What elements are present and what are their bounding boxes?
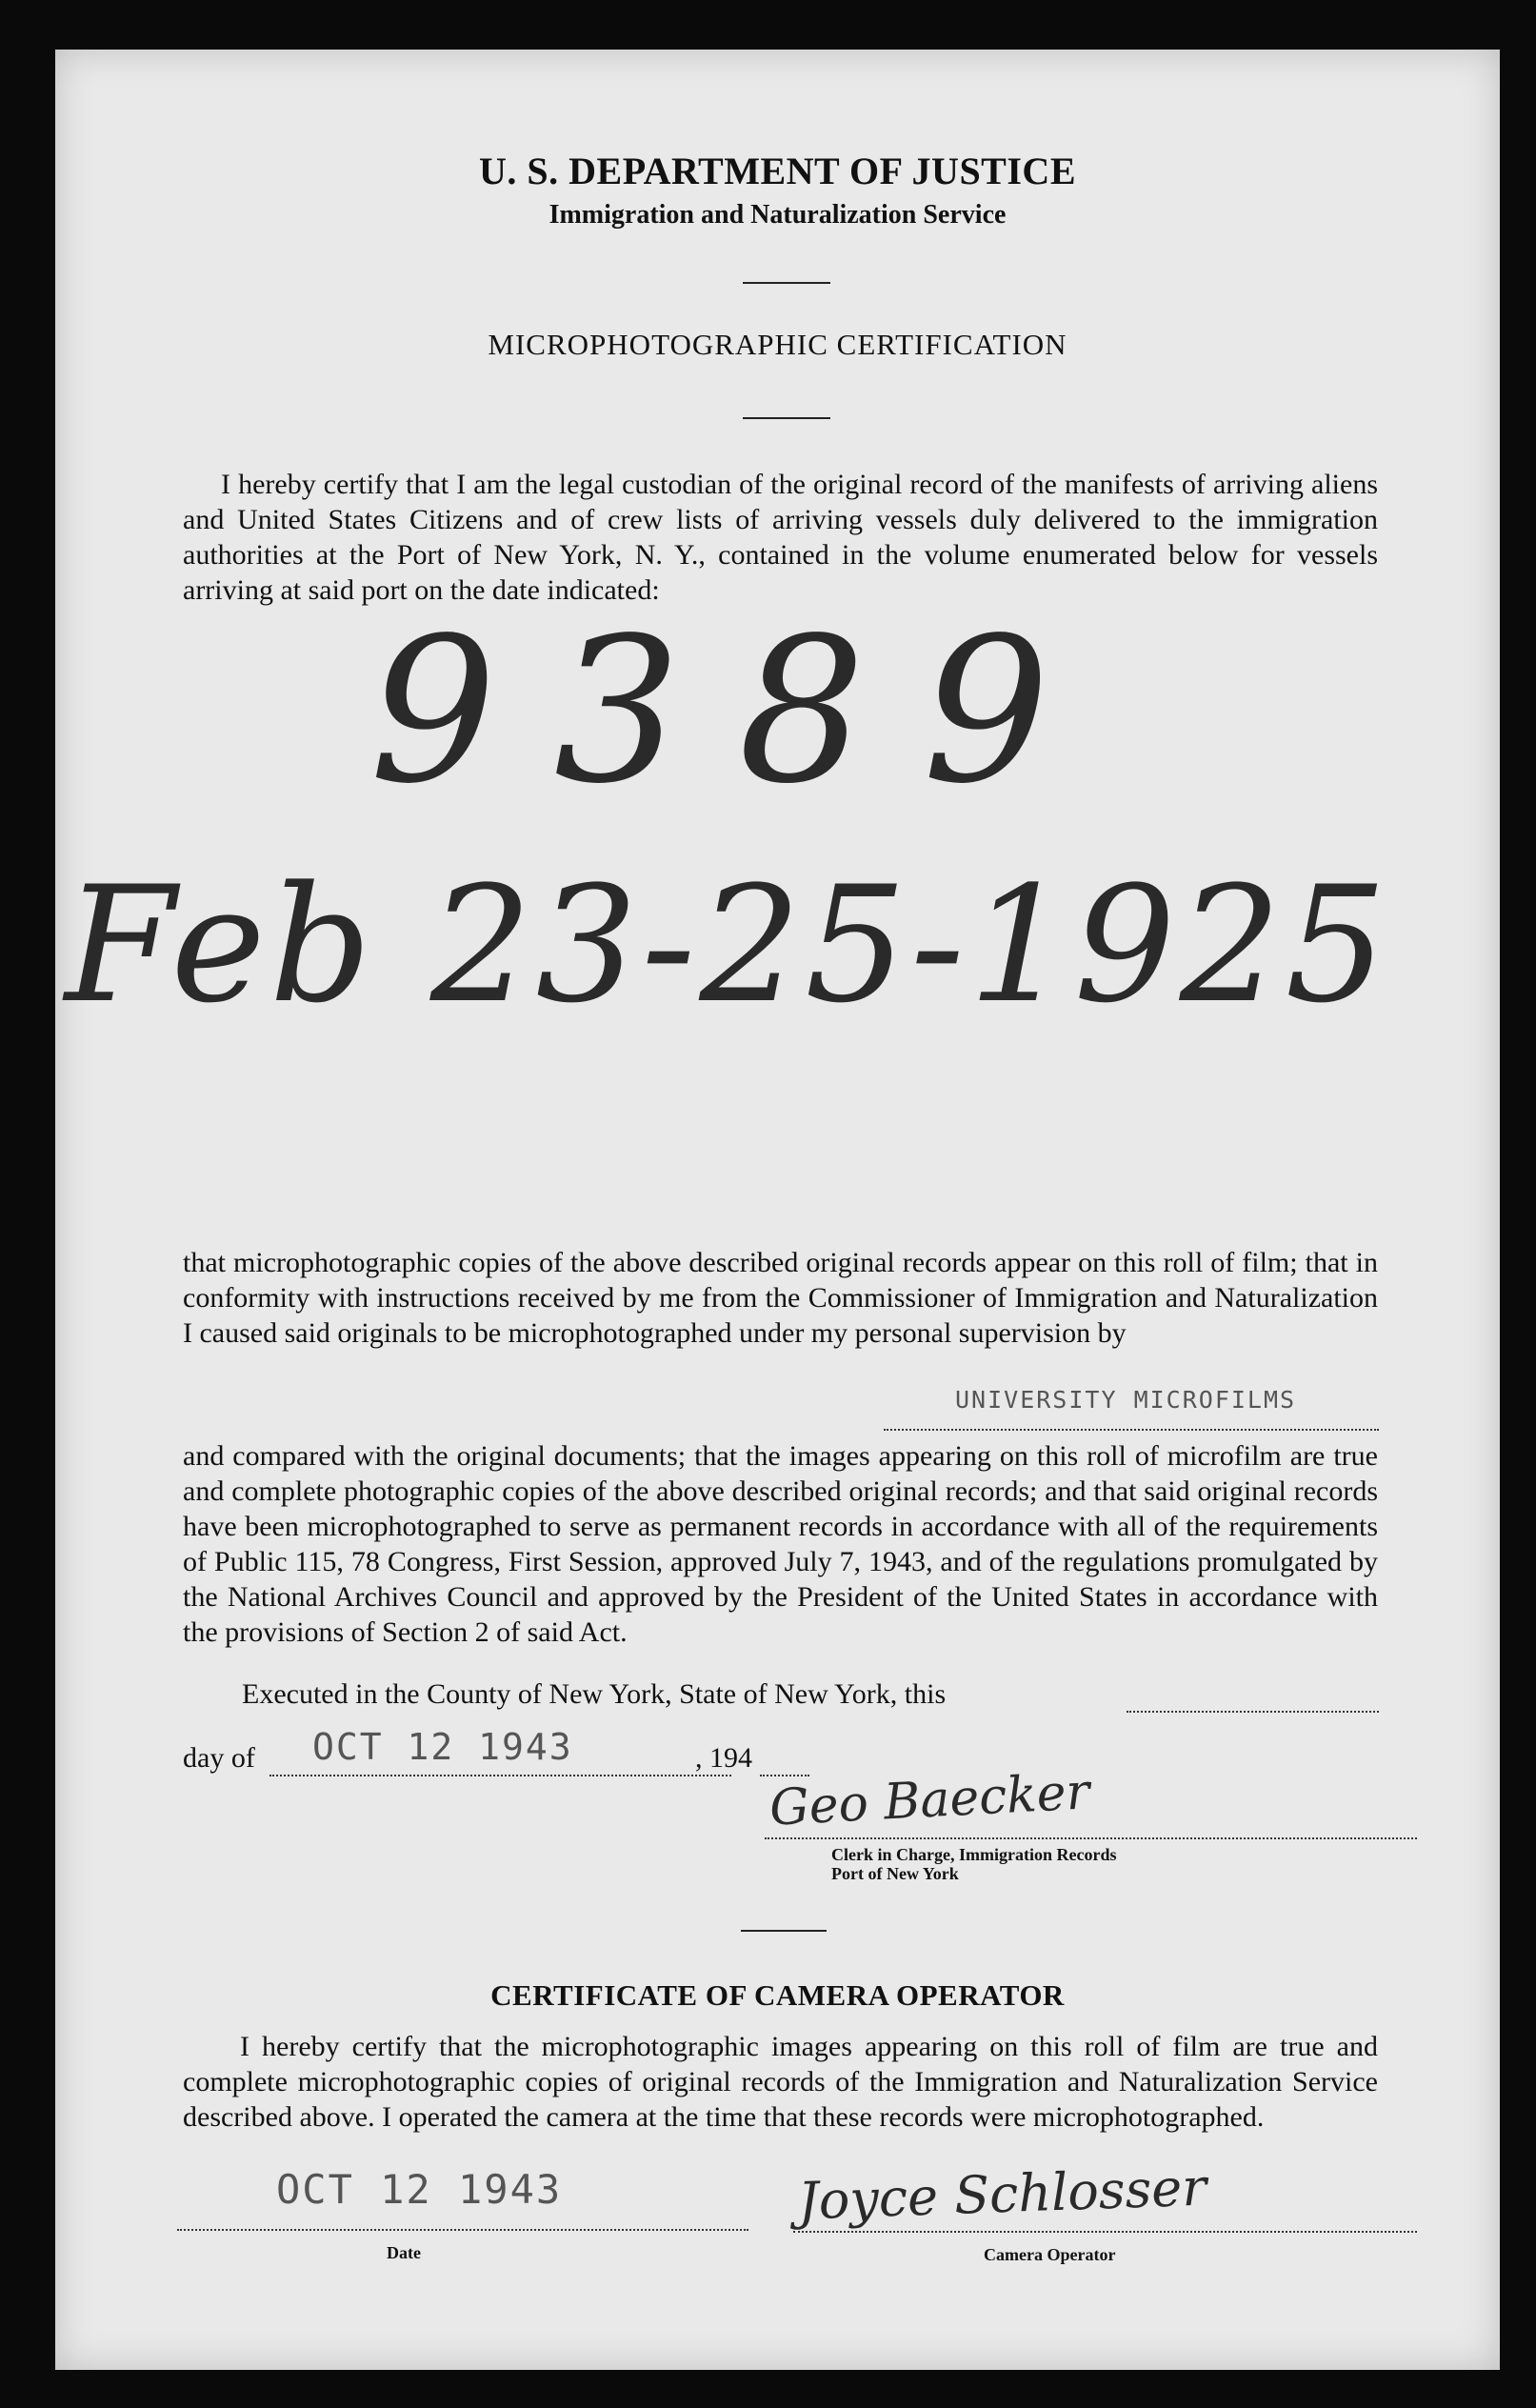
divider (741, 1930, 827, 1932)
clerk-signature: Geo Baecker (768, 1763, 1091, 1837)
service-heading: Immigration and Naturalization Service (549, 200, 1007, 230)
form-title: MICROPHOTOGRAPHIC CERTIFICATION (488, 328, 1067, 361)
year-prefix: , 194 (695, 1742, 752, 1774)
certificate-page (55, 50, 1500, 2370)
compliance-paragraph: and compared with the original documents; that the images appearing on this roll of microfilm are true and complete photographic copies of the above described original records; and that said original records have been microphotographed to serve as permanent records in accordance with all of the requirements of Public 115, 78 Congress, First Session, approved July 7, 1943, and of the regulations promulgated by the National Archives Council and approved by the President of the United States in accordance with the provisions of Section 2 of said Act. (183, 1440, 1378, 1648)
day-line (1127, 1705, 1379, 1713)
operator-signature-line (793, 2225, 1417, 2233)
date-line (269, 1769, 731, 1776)
handwritten-arrival-dates: Feb 23-25-1925 (65, 852, 1391, 1038)
operator-date-stamp: OCT 12 1943 (276, 2166, 563, 2213)
divider (743, 282, 830, 284)
supervision-paragraph (183, 1245, 1378, 1351)
company-stamp: UNIVERSITY MICROFILMS (955, 1386, 1297, 1414)
day-of-label: day of (183, 1742, 255, 1774)
camera-operator-label: Camera Operator (984, 2245, 1116, 2264)
custodian-paragraph: I hereby certify that I am the legal custodian of the original record of the manifests of arriving aliens and United States Citizens and of crew lists of arriving vessels duly delivered to the immigration authorities at the Port of New York, N. Y., contained in the volume enumerated below for vessels arriving at said port on the date indicated: (183, 469, 1378, 606)
operator-date-line (177, 2223, 748, 2231)
clerk-signature-line (765, 1832, 1417, 1839)
year-line (760, 1769, 809, 1776)
operator-signature: Joyce Schlosser (797, 2157, 1207, 2232)
department-heading: U. S. DEPARTMENT OF JUSTICE (479, 150, 1076, 192)
company-line (884, 1421, 1379, 1431)
clerk-title-line2: Port of New York (831, 1864, 959, 1883)
clerk-title-line1: Clerk in Charge, Immigration Records (831, 1845, 1117, 1864)
handwritten-volume-number: 9389 (369, 594, 1107, 828)
camera-operator-paragraph: I hereby certify that the microphotographic images appearing on this roll of film are true and complete microphotographic copies of original records of the Immigration and Naturalization Service described above. I operated the camera at the time that these records were microphotographed. (183, 2031, 1378, 2133)
divider (743, 417, 830, 419)
camera-operator-title: CERTIFICATE OF CAMERA OPERATOR (490, 1978, 1065, 2012)
supervision-text: that microphotographic copies of the above described original records appear on this roll of film; that in conformity with instructions received by me from the Commissioner of Immigration and Naturalization I caused said originals to be microphotographed under my personal supervision by (183, 1247, 1378, 1349)
date-label: Date (387, 2243, 421, 2262)
executed-text: Executed in the County of New York, State of New York, this (242, 1678, 947, 1710)
date-stamp: OCT 12 1943 (312, 1726, 573, 1768)
clerk-title (831, 1845, 1116, 1883)
